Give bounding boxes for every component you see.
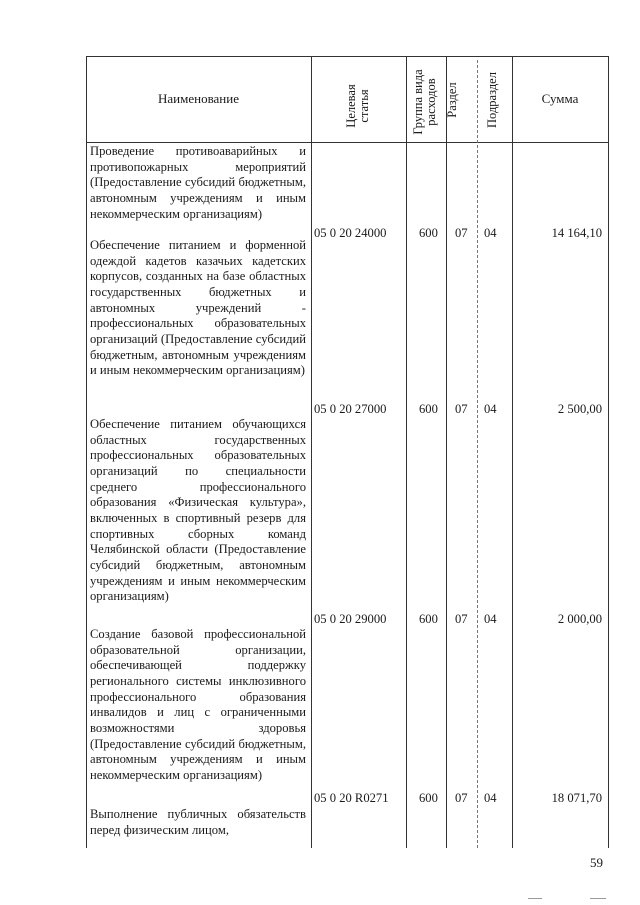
header-subsection-label: Подраздел <box>485 72 499 128</box>
row-sum: 2 000,00 <box>557 612 602 626</box>
header-section <box>446 70 462 130</box>
footer-mark <box>590 898 606 899</box>
row-sum: 14 164,10 <box>551 226 602 240</box>
row-section: 07 <box>455 402 468 416</box>
row-description: Обеспечение питанием и форменной одеждой кадетов казачьих кадетских корпусов, созданных на базе областных государственных бюджетных и автономных учреждений - профессиональных образовательных организаций (Предоставление субсидий бюджетным, автономным учреждениям и иным некоммерческим организациям) <box>90 238 306 378</box>
row-description: Проведение противоаварийных и противопожарных мероприятий (Предоставление субсидий бюджетным, автономным учреждениям и иным некоммерческим организациям) <box>90 144 306 221</box>
header-sum: Сумма <box>541 91 579 106</box>
table-right-border <box>608 56 609 848</box>
header-group-line1: Группа вида <box>411 69 425 135</box>
page-number: 59 <box>590 855 603 870</box>
row-subsection: 04 <box>484 226 497 240</box>
row-subsection: 04 <box>484 402 497 416</box>
section-subsection-divider <box>477 60 478 848</box>
header-name: Наименование <box>158 91 239 106</box>
row-sum: 2 500,00 <box>557 402 602 416</box>
column-divider <box>406 56 407 848</box>
row-description: Создание базовой профессиональной образовательной организации, обеспечивающей поддержку регионального системы инклюзивного профессионального образования инвалидов и лиц с ограниченными возможностями здоровья (Предоставление субсидий бюджетным, автономным учреждениям и иным некоммерческим организациям) <box>90 627 306 782</box>
header-target-article <box>345 63 373 149</box>
row-target-article: 05 0 20 29000 <box>314 612 387 626</box>
header-target-line2: статья <box>357 89 371 123</box>
header-expense-group <box>412 59 440 145</box>
row-target-article: 05 0 20 27000 <box>314 402 387 416</box>
row-expense-group: 600 <box>419 226 438 240</box>
row-description: Выполнение публичных обязательств перед физическим лицом, <box>90 807 306 837</box>
header-section-label: Раздел <box>445 82 459 118</box>
table-left-border <box>86 56 87 848</box>
row-description: Обеспечение питанием обучающихся областных государственных профессиональных образовательных организаций по специальности среднего профессионального образования «Физическая культура», включенных в спортивный резерв для спортивных сборных команд Челябинской области (Предоставление субсидий бюджетным, автономным учреждениям и иным некоммерческим организациям) <box>90 417 306 604</box>
row-subsection: 04 <box>484 612 497 626</box>
row-section: 07 <box>455 226 468 240</box>
row-subsection: 04 <box>484 791 497 805</box>
header-target-line1: Целевая <box>344 84 358 128</box>
row-expense-group: 600 <box>419 791 438 805</box>
row-section: 07 <box>455 612 468 626</box>
column-divider <box>512 56 513 848</box>
column-divider <box>446 56 447 848</box>
row-sum: 18 071,70 <box>551 791 602 805</box>
column-divider <box>311 56 312 848</box>
row-expense-group: 600 <box>419 612 438 626</box>
header-group-line2: расходов <box>424 78 438 126</box>
row-section: 07 <box>455 791 468 805</box>
footer-mark <box>528 898 542 899</box>
header-subsection <box>486 62 502 138</box>
row-target-article: 05 0 20 R0271 <box>314 791 389 805</box>
row-expense-group: 600 <box>419 402 438 416</box>
row-target-article: 05 0 20 24000 <box>314 226 387 240</box>
